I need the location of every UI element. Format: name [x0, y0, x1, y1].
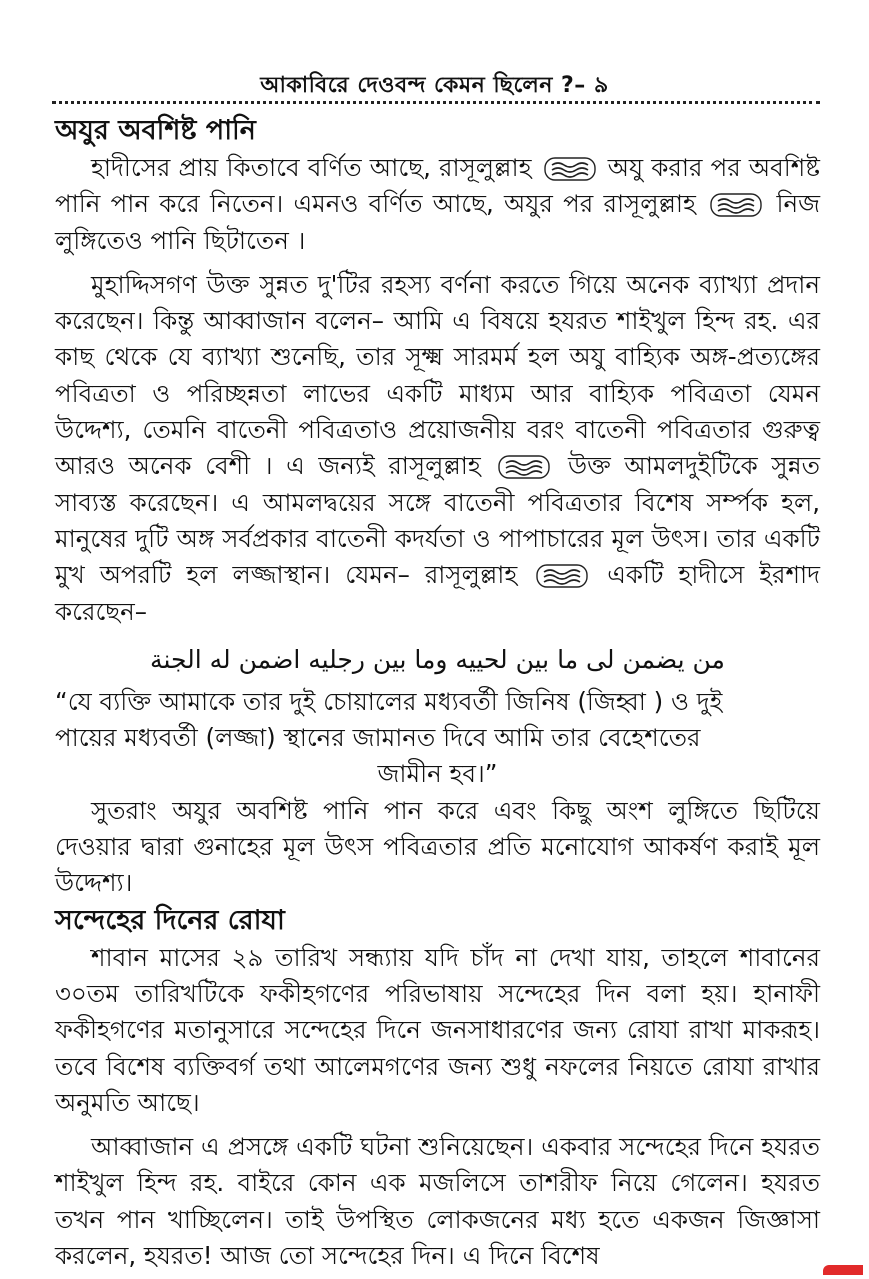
page-corner-mark	[823, 1265, 863, 1275]
salutation-seal-icon	[544, 156, 596, 182]
hadith-translation-line: জামীন হব।”	[377, 759, 498, 789]
paragraph	[55, 267, 820, 630]
salutation-seal-icon	[498, 454, 550, 480]
page-content	[55, 112, 820, 1274]
section-heading-doubtful-day-fast: সন্দেহের দিনের রোযা	[55, 904, 285, 936]
hadith-translation-line: “যে ব্যক্তি আমাকে তার দুই চোয়ালের মধ্যবর্তী জিনিষ (জিহ্বা ) ও দুই	[55, 686, 723, 716]
text-run: হাদীসের প্রায় কিতাবে বর্ণিত আছে, রাসূলুল্লাহ	[91, 153, 532, 182]
text-run: একটি হাদীসে ইরশাদ করেছেন–	[55, 560, 820, 626]
paragraph: সুতরাং অযুর অবশিষ্ট পানি পান করে এবং কিছু অংশ লুঙ্গিতে ছিটিয়ে দেওয়ার দ্বারা গুনাহের মূল উৎস পবিত্রতার প্রতি মনোযোগ আকর্ষণ করাই মূল উদ্দেশ্য।	[55, 795, 820, 898]
paragraph: শাবান মাসের ২৯ তারিখ সন্ধ্যায় যদি চাঁদ না দেখা যায়, তাহলে শাবানের ৩০তম তারিখটিকে ফকীহগণের পরিভাষায় সন্দেহের দিন বলা হয়। হানাফী ফকীহগণের মতানুসারে সন্দেহের দিনে জনসাধারণের জন্য রোযা রাখা মাকরূহ। তবে বিশেষ ব্যক্তিবর্গ তথা আলেমগণের জন্য শুধু নফলের নিয়তে রোযা রাখার অনুমতি আছে।	[55, 942, 820, 1117]
text-run: মুহাদ্দিসগণ উক্ত সুন্নত দু'টির রহস্য বর্ণনা করতে গিয়ে অনেক ব্যাখ্যা প্রদান করেছেন। কিন্তু আব্বাজান বলেন– আমি এ বিষয়ে হযরত শাইখুল হিন্দ রহ. এর কাছ থেকে যে ব্যাখ্যা শুনেছি, তার সূক্ষ্ম সারমর্ম হল অযু বাহ্যিক অঙ্গ-প্রত্যঙ্গের পবিত্রতা ও পরিচ্ছন্নতা লাভের একটি মাধ্যম আর বাহ্যিক পবিত্রতা যেমন উদ্দেশ্য, তেমনি বাতেনী পবিত্রতাও প্রয়োজনীয় বরং বাতেনী পবিত্রতার গুরুত্ব আরও অনেক বেশী । এ জন্যই রাসূলুল্লাহ	[55, 269, 820, 481]
hadith-translation-line: পায়ের মধ্যবর্তী (লজ্জা) স্থানের জামানত দিবে আমি তার বেহেশতের	[55, 723, 701, 753]
section-heading-ablution-water: অযুর অবশিষ্ট পানি	[55, 115, 256, 146]
paragraph: আব্বাজান এ প্রসঙ্গে একটি ঘটনা শুনিয়েছেন। একবার সন্দেহের দিনে হযরত শাইখুল হিন্দ রহ. বাইরে কোন এক মজলিসে তাশরীফ নিয়ে গেলেন। হযরত তখন পান খাচ্ছিলেন। তাই উপস্থিত লোকজনের মধ্য হতে একজন জিজ্ঞাসা করলেন, হযরত! আজ তো সন্দেহের দিন। এ দিনে বিশেষ	[55, 1132, 820, 1271]
salutation-seal-icon	[710, 192, 762, 218]
text-run: অযু করার পর অবশিষ্ট পানি পান করে নিতেন। এমনও বর্ণিত আছে, অযুর পর রাসূলুল্লাহ	[55, 153, 820, 219]
header-divider	[52, 101, 820, 104]
arabic-hadith: من يضمن لى ما بين لحييه وما بين رجليه اضمن له الجنة	[150, 644, 725, 674]
text-run: উক্ত আমলদুইটিকে সুন্নত সাব্যস্ত করেছেন। এ আমলদ্বয়ের সঙ্গে বাতেনী পবিত্রতার বিশেষ সর্ম্পক হল, মানুষের দুটি অঙ্গ সর্বপ্রকার বাতেনী কদর্যতা ও পাপাচারের মূল উৎস। তার একটি মুখ অপরটি হল লজ্জাস্থান। যেমন– রাসূলুল্লাহ	[55, 451, 820, 590]
text-run: নিজ লুঙ্গিতেও পানি ছিটাতেন ।	[55, 189, 820, 255]
salutation-seal-icon	[536, 563, 588, 589]
paragraph	[55, 150, 820, 259]
page-header: আকাবিরে দেওবন্দ কেমন ছিলেন ?– ৯	[260, 73, 609, 98]
